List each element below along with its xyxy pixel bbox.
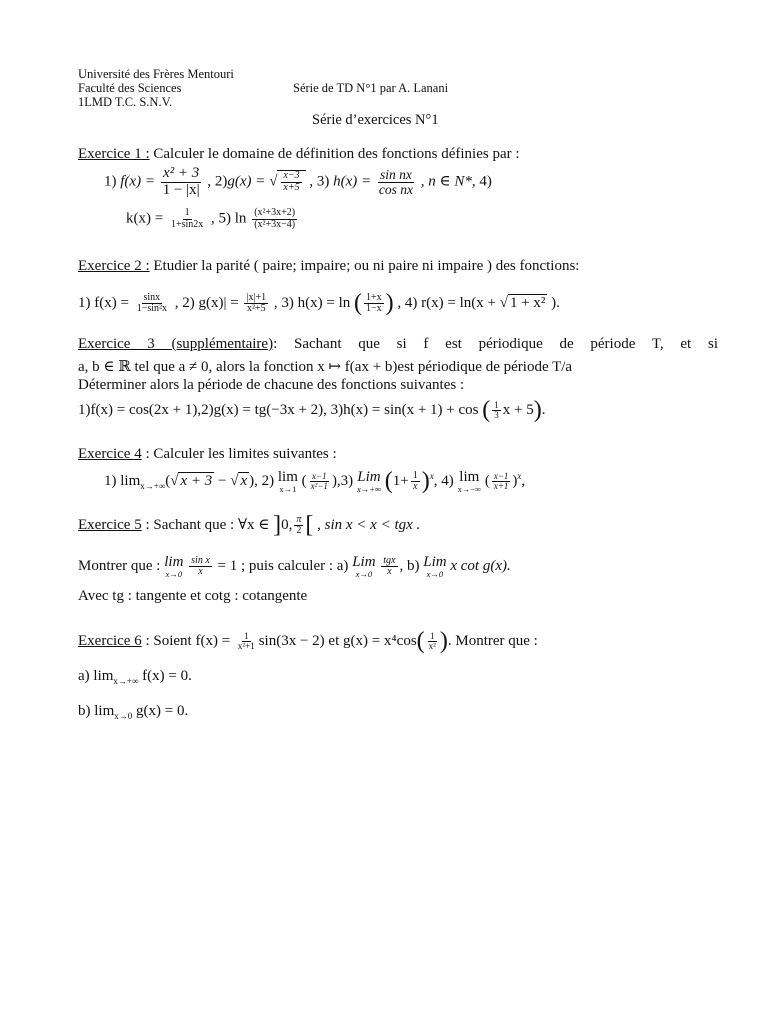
ex5-label: Exercice 5 (78, 516, 142, 533)
ex4-p1-open: ( (165, 472, 171, 489)
ex6-f-fraction: $\frac{1}{\text{x²+1}}$ (237, 630, 255, 651)
ex6-part-a (78, 668, 192, 686)
ex4-p1-sub: x→+∞ (140, 480, 166, 491)
ex1-h-fraction: $\frac{\text{sin nx}}{\text{cos nx}}$ (378, 166, 414, 197)
ex4-p2-end: ),3) (331, 472, 354, 489)
faculty-name: Faculté des Sciences (78, 81, 182, 95)
ex3-fraction: $\frac{1}{3}$ (494, 399, 499, 420)
ex6-b-sub: x→0 (114, 711, 133, 721)
ex5-interval-a: 0, (281, 516, 293, 533)
level-label: 1LMD T.C. S.N.V. (78, 95, 173, 109)
ex1-item4: 4) (479, 173, 492, 190)
ex5-show (78, 555, 511, 579)
ex1-ln-fraction: $\frac{\text{(x²+3x+2)}}{\text{(x²+3x−4)}}$ (254, 207, 296, 230)
ex2-h-lhs: , 3) h(x) = ln (273, 294, 351, 311)
ex4-p1: 1) lim (104, 472, 141, 489)
ex6-label: Exercice 6 (78, 632, 142, 649)
ex5-lim2-fraction: $\frac{\text{tgx}}{x}$ (383, 554, 396, 578)
page-title: Série d’exercices N°1 (312, 112, 439, 128)
ex3-period: T/a (552, 359, 573, 375)
ex1-g-sqrt: √ $\frac{x-3}{x+5}$ (269, 170, 305, 193)
ex2-f-fraction: $\frac{\sin x}{\text{1−sin²x}}$ (136, 291, 168, 314)
ex5-interval-fraction: $\frac{\pi}{2}$ (296, 513, 302, 536)
ex3-label: Exercice 3 (supplémentaire) (78, 336, 274, 352)
ex2-heading (78, 258, 579, 275)
ex6-b-body: g(x) = 0. (132, 703, 189, 719)
ex1-line1 (104, 166, 492, 199)
ex2-statement: Etudier la parité ( paire; impaire; ou ni paire ni impaire ) des fonctions: (153, 258, 580, 274)
ex2-r-sqrt: √ 1 + x² (499, 294, 546, 311)
ex4-p1-minus: − (218, 472, 227, 489)
ex3-text4a: 1)f(x) = cos(2x + 1),2)g(x) = tg(−3x + 2), 3)h(x) = sin(x + 1) + cos (78, 401, 479, 418)
ex4-p1-sqrt2: √ x (230, 472, 248, 489)
ex6-heading: Exercice 6 : Soient f(x) = $\frac{1}{\text{x²+1}}$ sin(3x − 2) et g(x) = x⁴cos( $\frac{1}{\text{x²}}$ ). Montrer que : (78, 628, 538, 654)
ex4-p4-end: , (521, 472, 526, 489)
ex2-r-end: ). (551, 294, 560, 311)
ex4-label: Exercice 4 (78, 446, 142, 462)
ex6-f-body: sin(3x − 2) et g(x) = x⁴cos (258, 632, 417, 649)
ex6-b-lim: b) lim (78, 703, 115, 719)
ex1-item3: , 3) (309, 173, 330, 190)
ex5-calc: = 1 ; puis calculer : a) (217, 558, 349, 575)
ex4-p4-lim: lim x→−∞ (457, 468, 482, 494)
ex4-p3-exp: x (429, 470, 434, 481)
ex3-text2: a, b ∈ ℝ tel que a ≠ 0, alors la fonction x ↦ f(ax + b)est périodique de période (78, 359, 549, 375)
ex5-note: Avec tg : tangente et cotg : cotangente (78, 588, 308, 604)
ex5-show-label: Montrer que : (78, 558, 161, 575)
ex6-a-lim: a) lim (78, 668, 114, 684)
ex5-lim3: Lim x→0 (423, 554, 447, 579)
ex4-p2-fraction: $\frac{x-1}{\text{x²−1}}$ (310, 470, 328, 491)
ex4-limits: 1) $\lim_{x\to+\infty}(√$ x + 3 − √ x ), 2) lim x→1 ( $\frac{x-1}{\text{x²−1}}$ ),3) Lim x→+∞ (1+ $\frac{1}{x}$ )$^x$, 4) lim x→−∞ ( $\frac{x-1}{x+1}$ )$^x$, (104, 468, 526, 494)
ex3-line2 (78, 357, 572, 376)
ex3-text1: : Sachant que si f est périodique de période T, et si (273, 336, 718, 352)
ex5-lim2: Lim x→0 (352, 554, 376, 579)
ex6-a-body: f(x) = 0. (138, 668, 192, 684)
ex1-label: Exercice 1 : (78, 146, 150, 162)
ex4-p3-fraction: $\frac{1}{x}$ (412, 469, 418, 492)
university-name: Université des Frères Mentouri (78, 67, 234, 81)
ex3-line1 (78, 336, 718, 353)
ex1-item2: , 2) (207, 173, 228, 190)
ex4-statement: : Calculer les limites suivantes : (145, 446, 337, 462)
ex6-statement: : Soient f(x) = (145, 632, 231, 649)
ex3-line3: Déterminer alors la période de chacune des fonctions suivantes : (78, 377, 465, 393)
ex5-lim3-body: x cot g(x). (450, 558, 511, 575)
ex5-heading: Exercice 5 : Sachant que : ∀x ∈ ]0, $\frac{\pi}{2}$ [ , sin x < x < tgx . (78, 512, 421, 538)
ex2-label: Exercice 2 : (78, 258, 150, 274)
ex4-p4-fraction: $\frac{x-1}{x+1}$ (493, 470, 509, 491)
ex2-h-fraction: $\frac{1+x}{1-x}$ (366, 291, 382, 314)
ex6-end: . Montrer que : (447, 632, 538, 649)
ex1-item1: 1) (104, 173, 117, 190)
ex1-h-lhs: h(x) = (333, 173, 372, 190)
ex2-r-lhs: , 4) r(x) = ln(x + (397, 294, 496, 311)
ex2-functions: 1) f(x) = $\frac{\sin x}{\text{1−sin²x}}$ , 2) g(x)| = $\frac{|x|+1}{\text{x²+5}}$ , 3) h(x) = ln ( $\frac{1+x}{1-x}$ ) , 4) r(x) = ln(x + √ 1 + x² ). (78, 290, 560, 316)
ex6-part-b (78, 703, 188, 721)
ex4-p1-end: ), 2) (249, 472, 275, 489)
ex4-p3-open: 1+ (392, 472, 409, 489)
ex1-k-fraction: $\frac{1}{1+\sin 2x}$ (170, 207, 204, 230)
ex4-p1-sqrt1: √ x + 3 (170, 472, 213, 489)
ex1-h-condition: , n ∈ N*, (420, 173, 476, 190)
ex4-p4-exp: x (517, 470, 522, 481)
ex6-a-sub: x→+∞ (113, 676, 139, 686)
ex2-f-lhs: 1) f(x) = (78, 294, 129, 311)
ex4-p2-lim: lim x→1 (277, 468, 298, 494)
ex1-f-fraction: $\frac{\text{x² + 3}}{1 - |x|}$ (162, 165, 200, 198)
ex1-statement: Calculer le domaine de définition des fonctions définies par : (153, 146, 520, 162)
ex1-item5: , 5) ln (211, 210, 247, 227)
ex1-heading (78, 146, 520, 163)
ex1-f-lhs: f(x) = (120, 173, 155, 190)
ex1-g-lhs: g(x) = (227, 173, 266, 190)
ex3-text4b: x + 5 (502, 401, 534, 418)
ex4-p3-lim: Lim x→+∞ (356, 468, 382, 494)
ex1-line2 (126, 208, 299, 230)
ex1-k-lhs: k(x) = (126, 210, 164, 227)
ex5-statement: : Sachant que : ∀x ∈ (145, 516, 270, 533)
series-author: Série de TD N°1 par A. Lanani (293, 81, 449, 95)
ex4-heading (78, 446, 337, 463)
ex2-g-lhs: , 2) g(x)| = (174, 294, 239, 311)
ex2-g-fraction: $\frac{|x|+1}{\text{x²+5}}$ (246, 291, 267, 314)
ex5-inequality: , sin x < x < tgx . (317, 516, 421, 533)
ex6-g-fraction: $\frac{1}{\text{x²}}$ (428, 630, 436, 651)
ex5-b: , b) (399, 558, 420, 575)
ex5-lim1-fraction: $\frac{\text{sin x}}{x}$ (191, 554, 210, 578)
ex3-line4: 1)f(x) = cos(2x + 1),2)g(x) = tg(−3x + 2), 3)h(x) = sin(x + 1) + cos ( $\frac{1}{3}$ x + 5). (78, 397, 546, 423)
ex4-p3-end: , 4) (433, 472, 454, 489)
ex5-lim1: lim x→0 (164, 554, 184, 579)
ex3-text4c: . (541, 401, 546, 418)
